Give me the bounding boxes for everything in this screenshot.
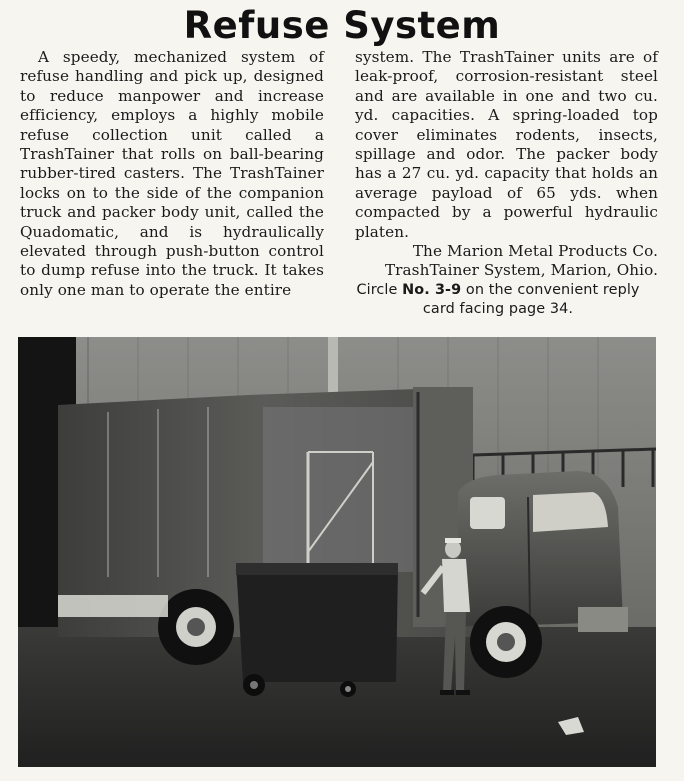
left-column [20,48,324,300]
reply-card-prefix: Circle [356,281,403,298]
truck-photograph [18,337,656,767]
front-wheel [470,606,542,678]
reply-card-suffix: on the convenient reply card facing page 34. [422,281,640,318]
cab-side-window [470,497,505,529]
truck-cab [458,471,623,627]
front-bumper [578,607,628,632]
reply-card-note [355,281,641,320]
left-column-text: A speedy, mechanized system of refuse handling and pick up, designed to reduce manpower and increase efficiency, employs a highly mobile refuse collection unit called a TrashTainer that rolls on ball-bearing rubber-tired casters. The TrashTainer locks on to the side of the companion truck and packer body unit, called the Quadomatic, and is hydraulically elevated through push-button control to dump refuse into the truck. It takes only one man to operate the entire [20,48,324,299]
reply-card-number: No. 3-9 [402,281,462,298]
manufacturer-credit: The Marion Metal Products Co. TrashTainer System, Marion, Ohio. [384,242,658,280]
rear-wheel [158,589,234,665]
side-step [58,595,168,617]
trashtainer-unit [236,563,398,682]
right-column-text: system. The TrashTainer units are of leak-proof, corrosion-resistant steel and are available in one and two cu. yd. capacities. A spring-loaded top cover eliminates rodents, insects, spillage and odor. The packer body has a 27 cu. yd. capacity that holds an average payload of 65 yds. when compacted by a powerful hydraulic platen. [355,48,658,241]
photo-illustration [18,337,656,767]
cab-door-window [533,492,608,532]
right-column [355,48,658,320]
packer-door-panel [263,407,423,572]
article-title: Refuse System [183,4,501,47]
trashtainer-lid [236,563,398,575]
